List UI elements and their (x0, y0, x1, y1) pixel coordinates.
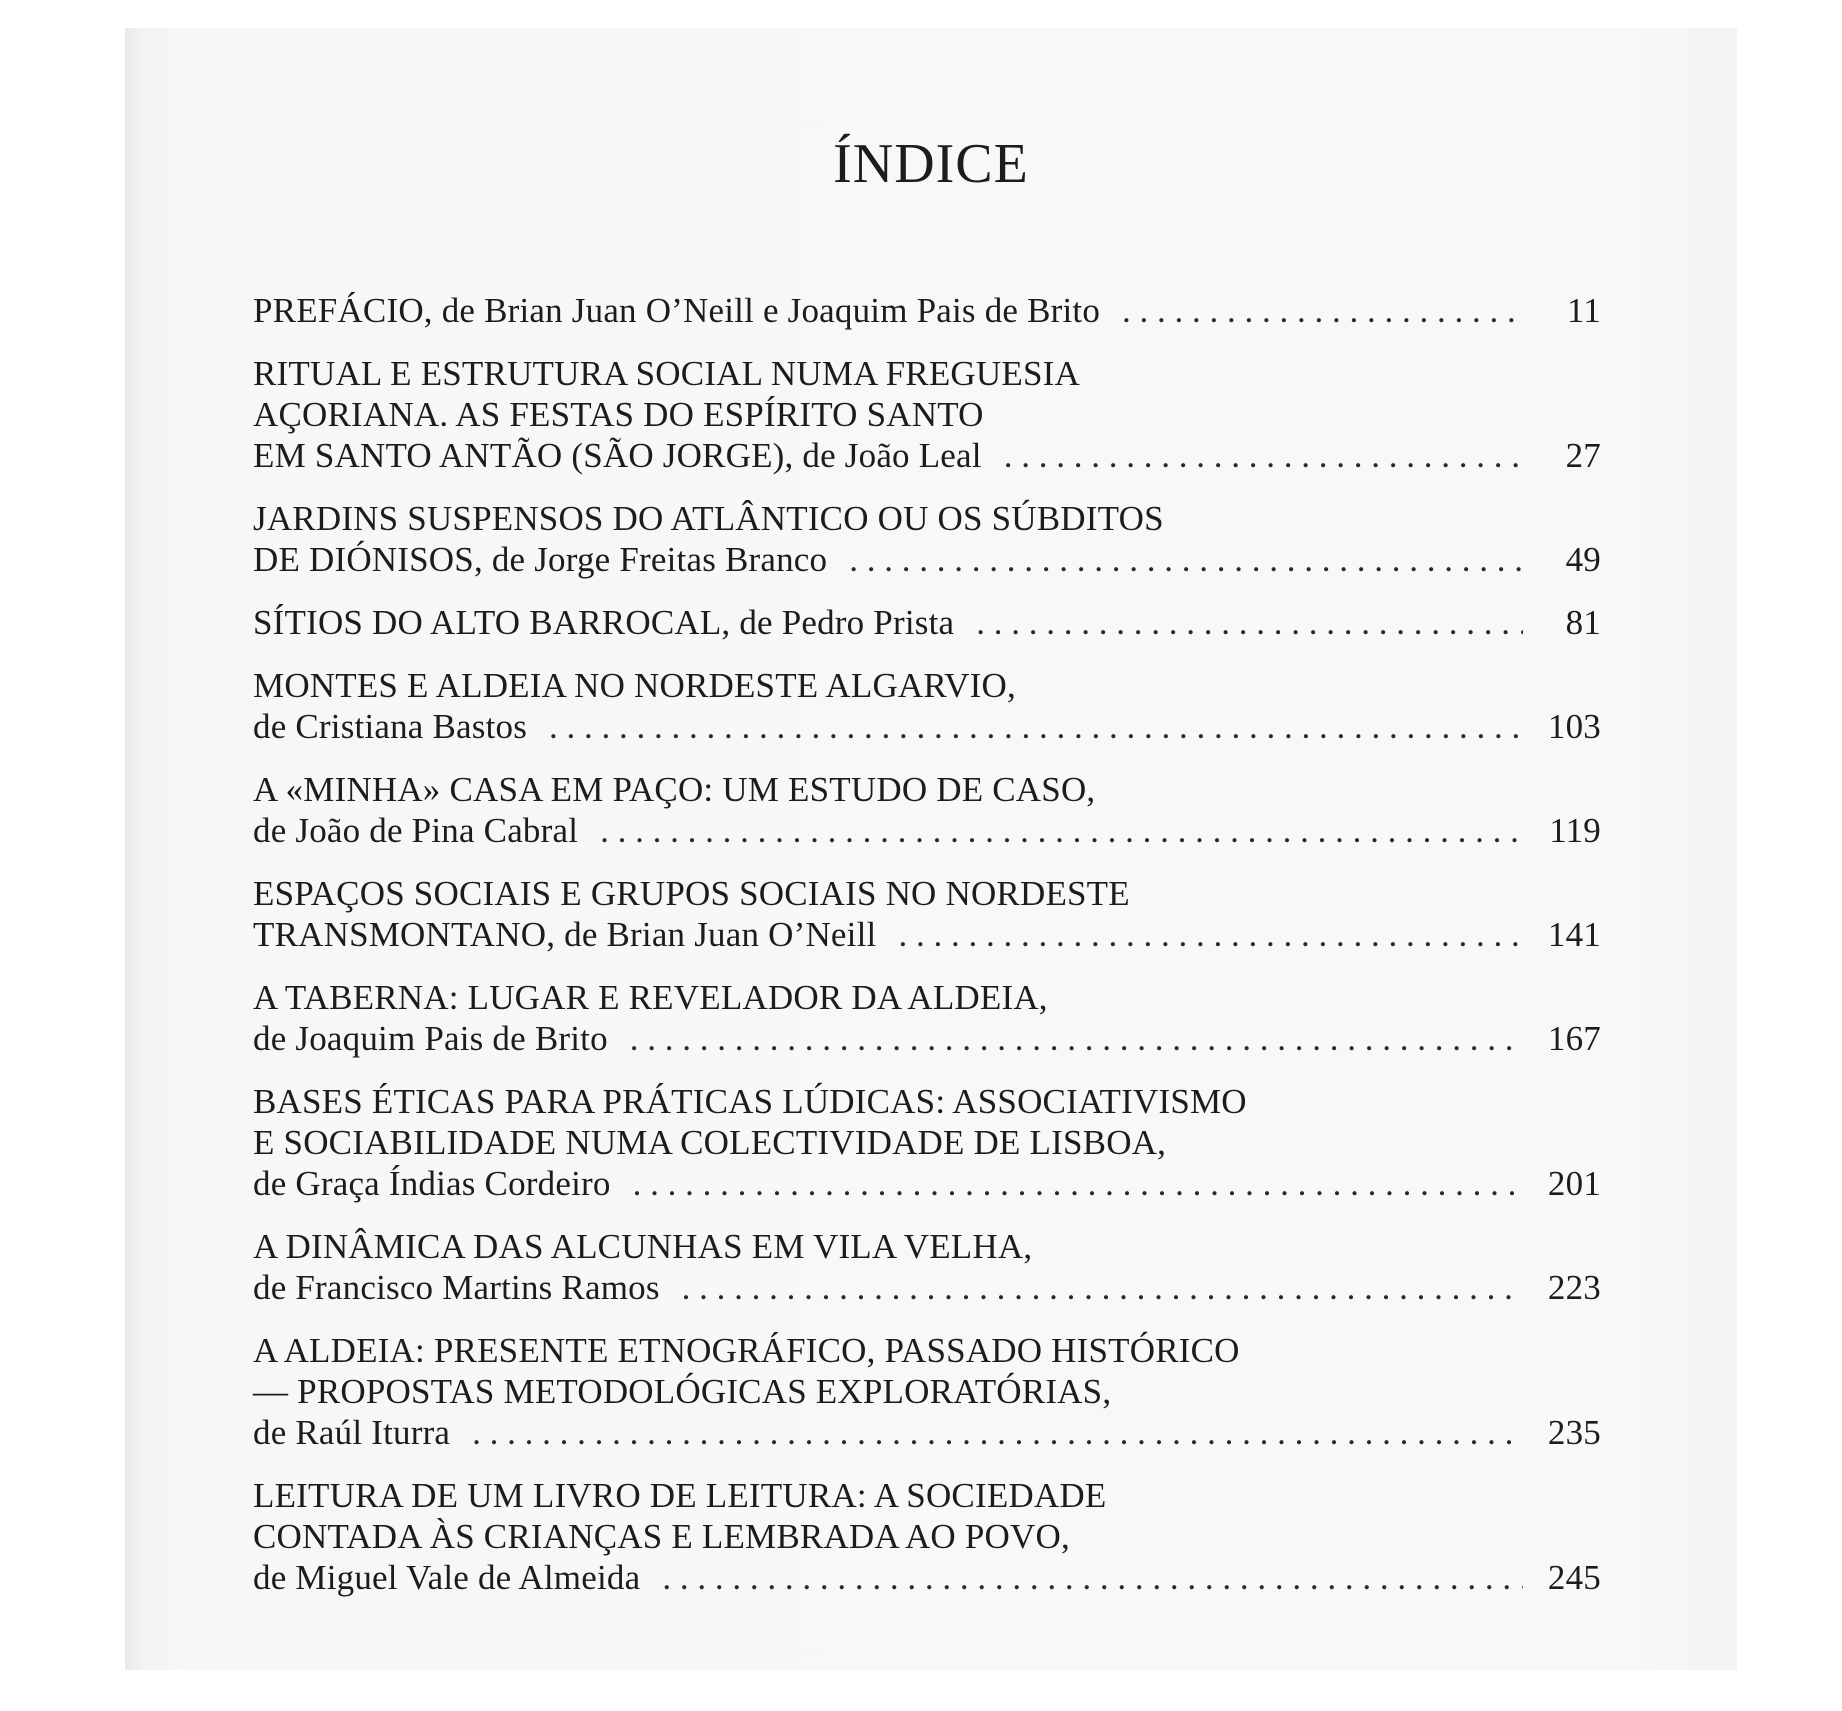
dot-leader (1122, 290, 1523, 331)
toc-entry-final-line (253, 810, 1601, 851)
dot-leader (849, 539, 1523, 580)
toc-entry-line (253, 1516, 1601, 1557)
page-title: ÍNDICE (833, 133, 1029, 195)
toc-entry-line (253, 873, 1601, 914)
toc-entry-text: de João de Pina Cabral (253, 811, 579, 850)
dot-leader (472, 1412, 1523, 1453)
toc-entry-text: A «MINHA» CASA EM PAÇO: UM ESTUDO DE CASO, (253, 770, 1096, 809)
toc-entry-line (253, 665, 1601, 706)
toc-entry-text: EM SANTO ANTÃO (SÃO JORGE), de João Leal (253, 436, 982, 475)
toc-entry-line (253, 977, 1601, 1018)
toc-entry-line (253, 1475, 1601, 1516)
toc-entry (253, 1081, 1601, 1204)
toc-entry-text: LEITURA DE UM LIVRO DE LEITURA: A SOCIEDADE (253, 1476, 1107, 1515)
toc-entry-text: SÍTIOS DO ALTO BARROCAL, de Pedro Prista (253, 603, 955, 642)
toc-entry-final-line (253, 435, 1601, 476)
toc-entry-text: AÇORIANA. AS FESTAS DO ESPÍRITO SANTO (253, 395, 984, 434)
dot-leader (633, 1163, 1523, 1204)
toc-entry-line (253, 498, 1601, 539)
toc-entry-text: MONTES E ALDEIA NO NORDESTE ALGARVIO, (253, 666, 1016, 705)
page-number: 81 (1565, 603, 1601, 642)
toc-entry-final-line (253, 1018, 1601, 1059)
toc-entry (253, 290, 1601, 331)
book-page (125, 28, 1737, 1670)
toc-entry-final-line (253, 1412, 1601, 1453)
page-number: 119 (1549, 811, 1601, 850)
toc-entry-text: ESPAÇOS SOCIAIS E GRUPOS SOCIAIS NO NORDESTE (253, 874, 1130, 913)
toc-entry-line (253, 1330, 1601, 1371)
toc-entry (253, 873, 1601, 955)
toc-entry-text: DE DIÓNISOS, de Jorge Freitas Branco (253, 540, 828, 579)
toc-entry (253, 498, 1601, 580)
toc-entry (253, 665, 1601, 747)
toc-entry (253, 353, 1601, 476)
toc-entry (253, 1475, 1601, 1598)
page-number: 167 (1547, 1019, 1601, 1058)
page-number: 245 (1547, 1558, 1601, 1597)
toc-entry-text: de Raúl Iturra (253, 1413, 451, 1452)
toc-entry-text: de Graça Índias Cordeiro (253, 1164, 611, 1203)
toc-entry-text: JARDINS SUSPENSOS DO ATLÂNTICO OU OS SÚBDITOS (253, 499, 1164, 538)
page-number: 201 (1547, 1164, 1601, 1203)
toc-entry (253, 1330, 1601, 1453)
page-number: 235 (1547, 1413, 1601, 1452)
toc-entry-text: A DINÂMICA DAS ALCUNHAS EM VILA VELHA, (253, 1227, 1033, 1266)
toc-entry-text: RITUAL E ESTRUTURA SOCIAL NUMA FREGUESIA (253, 354, 1080, 393)
toc-entry-final-line (253, 706, 1601, 747)
toc-entry (253, 977, 1601, 1059)
dot-leader (976, 602, 1523, 643)
dot-leader (662, 1557, 1523, 1598)
page-number: 11 (1566, 291, 1601, 330)
page-number: 223 (1547, 1268, 1601, 1307)
toc-entry-line (253, 1122, 1601, 1163)
toc-entry-final-line (253, 290, 1601, 331)
toc-entry-text: TRANSMONTANO, de Brian Juan O’Neill (253, 915, 877, 954)
page-number: 27 (1565, 436, 1601, 475)
dot-leader (600, 810, 1523, 851)
toc-entry-final-line (253, 1267, 1601, 1308)
toc-entry-text: E SOCIABILIDADE NUMA COLECTIVIDADE DE LISBOA, (253, 1123, 1167, 1162)
toc-entry-text: A ALDEIA: PRESENTE ETNOGRÁFICO, PASSADO HISTÓRICO (253, 1331, 1240, 1370)
toc-entry-final-line (253, 1163, 1601, 1204)
page-number: 49 (1565, 540, 1601, 579)
toc-entry-line (253, 1081, 1601, 1122)
toc-entry-line (253, 1371, 1601, 1412)
toc-entry-text: A TABERNA: LUGAR E REVELADOR DA ALDEIA, (253, 978, 1048, 1017)
toc-entry-text: de Miguel Vale de Almeida (253, 1558, 641, 1597)
dot-leader (630, 1018, 1523, 1059)
toc-entry-final-line (253, 539, 1601, 580)
dot-leader (1004, 435, 1523, 476)
page-number: 103 (1547, 707, 1601, 746)
toc-entry-text: — PROPOSTAS METODOLÓGICAS EXPLORATÓRIAS, (253, 1372, 1112, 1411)
toc-entry-line (253, 353, 1601, 394)
toc-entry-text: BASES ÉTICAS PARA PRÁTICAS LÚDICAS: ASSOCIATIVISMO (253, 1082, 1247, 1121)
toc-entry-text: CONTADA ÀS CRIANÇAS E LEMBRADA AO POVO, (253, 1517, 1070, 1556)
toc-entry-line (253, 394, 1601, 435)
toc-entry-line (253, 769, 1601, 810)
toc-entry-final-line (253, 602, 1601, 643)
toc-entry-final-line (253, 1557, 1601, 1598)
dot-leader (682, 1267, 1523, 1308)
dot-leader (898, 914, 1523, 955)
toc-entry-text: de Joaquim Pais de Brito (253, 1019, 608, 1058)
toc-entry-final-line (253, 914, 1601, 955)
toc-entry (253, 602, 1601, 643)
toc-entry-text: PREFÁCIO, de Brian Juan O’Neill e Joaquim Pais de Brito (253, 291, 1101, 330)
dot-leader (549, 706, 1523, 747)
toc-entry-text: de Francisco Martins Ramos (253, 1268, 660, 1307)
toc-entry-text: de Cristiana Bastos (253, 707, 528, 746)
page-number: 141 (1547, 915, 1601, 954)
toc-entry (253, 1226, 1601, 1308)
table-of-contents (253, 290, 1601, 1620)
toc-entry-line (253, 1226, 1601, 1267)
toc-entry (253, 769, 1601, 851)
